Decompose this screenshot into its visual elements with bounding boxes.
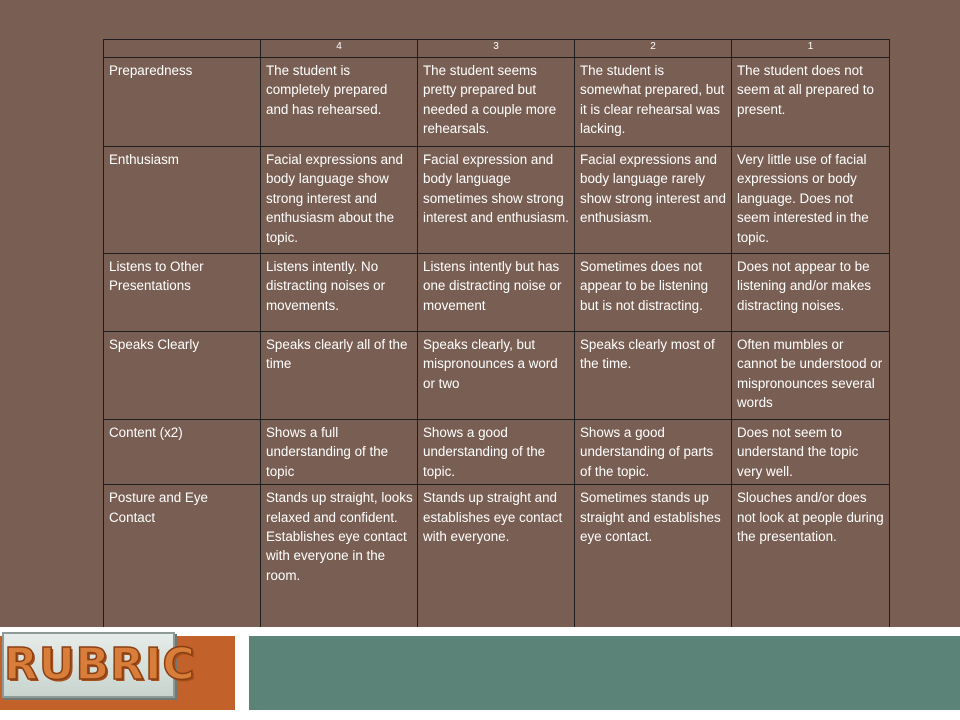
score-1-cell: Very little use of facial expressions or body language. Does not seem interested in the topic.: [732, 147, 890, 254]
criterion-cell: Preparedness: [104, 58, 261, 147]
score-3-cell: Shows a good understanding of the topic.: [418, 420, 575, 485]
table-row-speaks-clearly: [104, 332, 890, 420]
score-2-cell: Sometimes stands up straight and establishes eye contact.: [575, 485, 732, 628]
slide-title: RUBRIC: [4, 639, 196, 690]
score-4-cell: The student is completely prepared and has rehearsed.: [261, 58, 418, 147]
table-row-content: [104, 420, 890, 485]
header-cell-score-1: 1: [732, 40, 890, 58]
score-4-cell: Facial expressions and body language show strong interest and enthusiasm about the topic.: [261, 147, 418, 254]
table-row-preparedness: [104, 58, 890, 147]
score-3-cell: Speaks clearly, but mispronounces a word or two: [418, 332, 575, 420]
score-1-cell: Often mumbles or cannot be understood or mispronounces several words: [732, 332, 890, 420]
header-cell-score-4: 4: [261, 40, 418, 58]
title-plate: [2, 632, 196, 698]
criterion-cell: Listens to Other Presentations: [104, 254, 261, 332]
header-cell-score-3: 3: [418, 40, 575, 58]
header-row: [104, 40, 890, 58]
table-row-posture: [104, 485, 890, 628]
score-4-cell: Listens intently. No distracting noises or movements.: [261, 254, 418, 332]
criterion-cell: Speaks Clearly: [104, 332, 261, 420]
score-1-cell: Does not appear to be listening and/or makes distracting noises.: [732, 254, 890, 332]
score-3-cell: Facial expression and body language sometimes show strong interest and enthusiasm.: [418, 147, 575, 254]
score-4-cell: Speaks clearly all of the time: [261, 332, 418, 420]
score-3-cell: Stands up straight and establishes eye contact with everyone.: [418, 485, 575, 628]
score-2-cell: Facial expressions and body language rarely show strong interest and enthusiasm.: [575, 147, 732, 254]
score-1-cell: Does not seem to understand the topic very well.: [732, 420, 890, 485]
score-2-cell: Shows a good understanding of parts of the topic.: [575, 420, 732, 485]
score-4-cell: Stands up straight, looks relaxed and confident. Establishes eye contact with everyone in the room.: [261, 485, 418, 628]
score-3-cell: The student seems pretty prepared but needed a couple more rehearsals.: [418, 58, 575, 147]
header-cell-score-2: 2: [575, 40, 732, 58]
header-cell-criterion: [104, 40, 261, 58]
score-1-cell: Slouches and/or does not look at people during the presentation.: [732, 485, 890, 628]
score-2-cell: Speaks clearly most of the time.: [575, 332, 732, 420]
score-2-cell: The student is somewhat prepared, but it is clear rehearsal was lacking.: [575, 58, 732, 147]
criterion-cell: Enthusiasm: [104, 147, 261, 254]
criterion-cell: Content (x2): [104, 420, 261, 485]
score-3-cell: Listens intently but has one distracting noise or movement: [418, 254, 575, 332]
score-1-cell: The student does not seem at all prepared to present.: [732, 58, 890, 147]
criterion-cell: Posture and Eye Contact: [104, 485, 261, 628]
score-2-cell: Sometimes does not appear to be listening but is not distracting.: [575, 254, 732, 332]
teal-accent-block: [249, 636, 960, 710]
table-row-listens: [104, 254, 890, 332]
table-row-enthusiasm: [104, 147, 890, 254]
rubric-table: [103, 39, 890, 628]
score-4-cell: Shows a full understanding of the topic: [261, 420, 418, 485]
